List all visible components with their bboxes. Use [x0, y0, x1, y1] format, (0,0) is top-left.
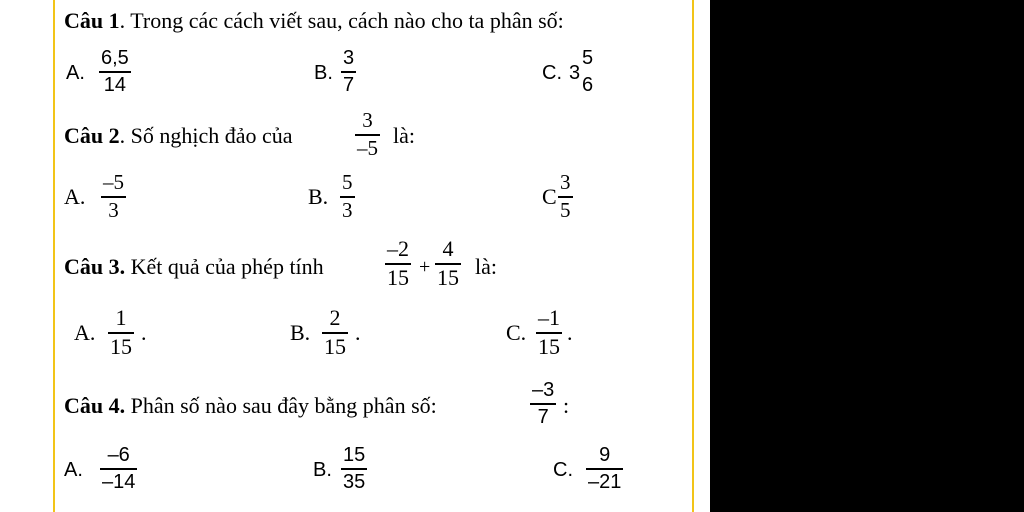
q1-option-c-fraction [580, 48, 595, 95]
question-1-text: . Trong các cách viết sau, cách nào cho ta phân số: [119, 8, 564, 33]
q1-option-c-numerator: 5 [582, 47, 594, 69]
question-1-label: Câu 1 [64, 8, 120, 33]
question-4 [64, 395, 437, 417]
q3-fraction-1 [385, 238, 411, 289]
q1-option-a-letter: A. [66, 62, 85, 84]
question-2-label: Câu 2 [64, 123, 120, 148]
q3-fraction-2-numerator: 4 [442, 236, 454, 261]
q3-option-a-letter: A. [74, 320, 96, 345]
q4-option-b-letter: B. [313, 459, 332, 481]
q2-option-a-fraction [101, 172, 126, 221]
q4-option-b-fraction [341, 445, 367, 492]
q4-option-c-fraction [586, 445, 623, 492]
fraction-bar [530, 403, 556, 405]
q2-option-c-letter: C [542, 184, 557, 209]
q1-option-a-fraction [99, 48, 131, 95]
q3-option-b-denominator: 15 [324, 333, 346, 359]
q3-option-b-period: . [355, 320, 361, 345]
q3-fraction-1-numerator: –2 [387, 236, 409, 261]
q4-given-fraction [530, 380, 556, 427]
question-2 [64, 125, 293, 147]
q3-fraction-2 [435, 238, 461, 289]
q1-option-c-denominator: 6 [582, 73, 594, 96]
question-3 [64, 256, 324, 278]
q1-option-c-whole: 3 [569, 62, 581, 84]
q3-option-b-letter: B. [290, 320, 311, 345]
q4-option-b-numerator: 15 [343, 444, 366, 466]
q4-option-b-denominator: 35 [343, 470, 366, 493]
fraction-bar [586, 468, 623, 470]
fraction-bar [580, 71, 595, 73]
q2-option-c-fraction [558, 172, 573, 221]
fraction-bar [99, 71, 131, 73]
question-3-tail: là: [475, 254, 497, 279]
q1-option-c-letter: C. [542, 62, 562, 84]
q2-option-a-numerator: –5 [103, 170, 124, 194]
q2-option-b-fraction [340, 172, 355, 221]
q3-option-c-fraction [536, 307, 562, 358]
q2-option-c-denominator: 5 [560, 197, 571, 222]
q4-option-c-numerator: 9 [599, 444, 611, 466]
question-1 [64, 10, 564, 32]
q4-given-numerator: –3 [532, 379, 555, 401]
q2-option-a-letter: A. [64, 184, 86, 209]
page-border-right [692, 0, 694, 512]
question-2-text: . Số nghịch đảo của [119, 123, 293, 148]
q2-given-fraction [355, 110, 380, 159]
q2-option-b-letter: B. [308, 184, 329, 209]
fraction-bar [100, 468, 137, 470]
q2-given-denominator: –5 [357, 135, 378, 160]
q1-option-b-letter: B. [314, 62, 333, 84]
q4-option-a-fraction [100, 445, 137, 492]
question-4-label: Câu 4. [64, 393, 126, 418]
q3-option-c-letter: C. [506, 320, 527, 345]
q2-option-c-numerator: 3 [560, 170, 571, 194]
q3-option-a-numerator: 1 [115, 305, 127, 330]
question-2-tail: là: [393, 123, 415, 148]
q2-option-b-denominator: 3 [342, 197, 353, 222]
q1-option-a-numerator: 6,5 [101, 47, 129, 69]
page-border-left [53, 0, 55, 512]
q1-option-b-numerator: 3 [343, 47, 355, 69]
q1-option-b-denominator: 7 [343, 73, 355, 96]
q3-option-c-denominator: 15 [538, 333, 560, 359]
question-3-label: Câu 3. [64, 254, 126, 279]
fraction-bar [341, 71, 356, 73]
q2-option-b-numerator: 5 [342, 170, 353, 194]
question-4-tail: : [563, 393, 570, 418]
question-4-text: Phân số nào sau đây bằng phân số: [130, 393, 437, 418]
q3-plus-sign: + [419, 256, 431, 278]
q3-option-c-numerator: –1 [538, 305, 560, 330]
dark-background-panel [710, 0, 1024, 512]
q1-option-a-denominator: 14 [103, 73, 127, 96]
q3-option-a-period: . [141, 320, 147, 345]
q3-option-a-denominator: 15 [110, 333, 132, 359]
q3-option-b-fraction [322, 307, 348, 358]
q4-option-c-denominator: –21 [588, 470, 622, 493]
q4-given-denominator: 7 [537, 405, 549, 428]
q3-fraction-1-denominator: 15 [387, 264, 409, 290]
question-3-text: Kết quả của phép tính [130, 254, 324, 279]
q3-fraction-2-denominator: 15 [437, 264, 459, 290]
q2-given-numerator: 3 [362, 108, 373, 132]
fraction-bar [341, 468, 367, 470]
q3-option-a-fraction [108, 307, 134, 358]
q4-option-a-letter: A. [64, 459, 83, 481]
q2-option-a-denominator: 3 [108, 197, 119, 222]
q4-option-c-letter: C. [553, 459, 573, 481]
q3-option-b-numerator: 2 [329, 305, 341, 330]
q3-option-c-period: . [567, 320, 573, 345]
q4-option-a-denominator: –14 [102, 470, 136, 493]
q4-option-a-numerator: –6 [107, 444, 130, 466]
q1-option-b-fraction [341, 48, 356, 95]
